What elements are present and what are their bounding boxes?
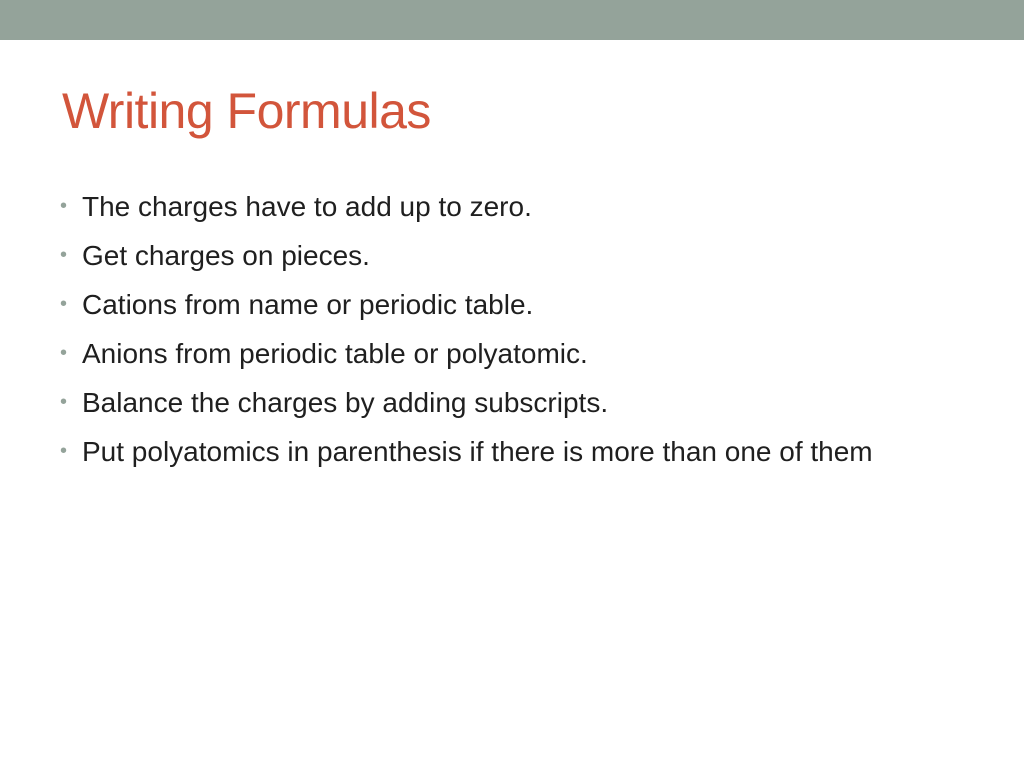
list-item — [60, 284, 980, 325]
bullet-text: Get charges on pieces. — [82, 240, 370, 271]
bullet-text: The charges have to add up to zero. — [82, 191, 532, 222]
list-item — [60, 431, 980, 472]
list-item — [60, 333, 980, 374]
bullet-dot-icon: • — [60, 342, 68, 364]
list-item — [60, 186, 980, 227]
slide-title: Writing Formulas — [62, 83, 431, 139]
list-item — [60, 235, 980, 276]
bullet-text: Put polyatomics in parenthesis if there is more than one of them — [82, 436, 873, 467]
bullet-text: Cations from name or periodic table. — [82, 289, 534, 320]
bullet-dot-icon: • — [60, 244, 68, 266]
top-accent-band — [0, 0, 1024, 40]
bullet-dot-icon: • — [60, 293, 68, 315]
bullet-text: Balance the charges by adding subscripts. — [82, 387, 609, 418]
bullet-dot-icon: • — [60, 195, 68, 217]
bullet-dot-icon: • — [60, 440, 68, 462]
bullet-text: Anions from periodic table or polyatomic. — [82, 338, 588, 369]
bullet-dot-icon: • — [60, 391, 68, 413]
bullet-list — [60, 186, 980, 480]
list-item — [60, 382, 980, 423]
